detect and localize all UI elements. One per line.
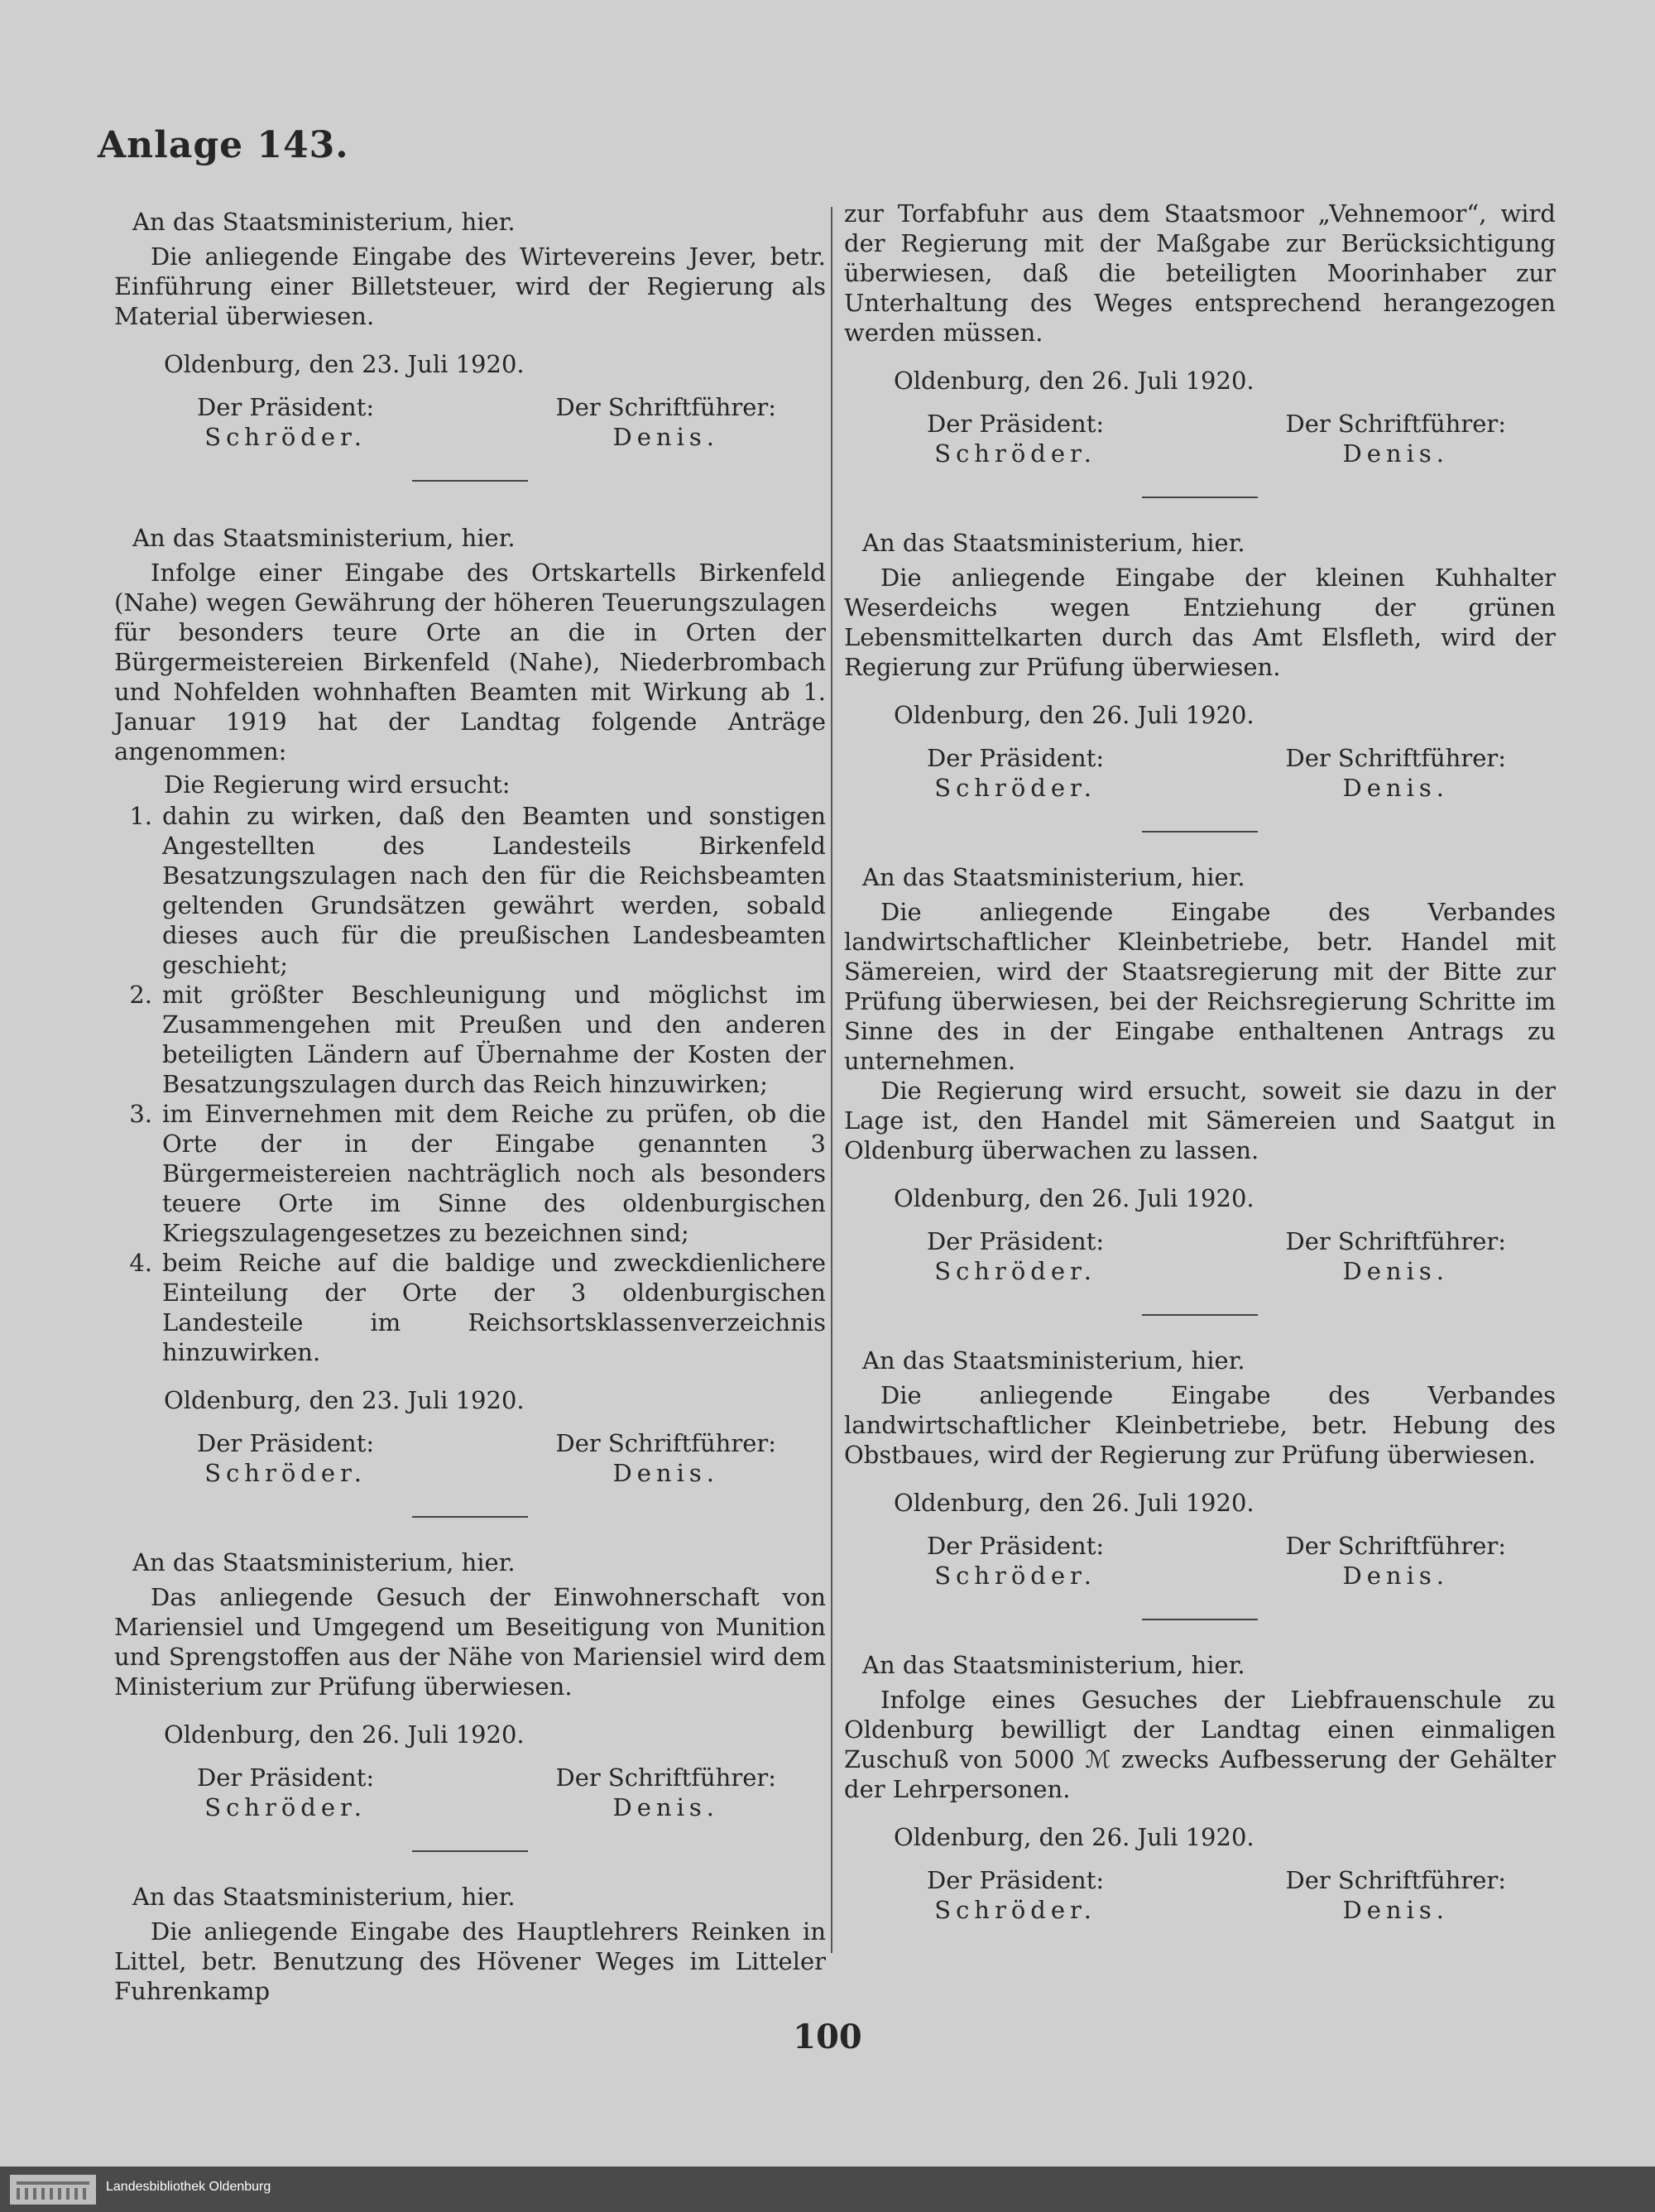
signature-row (844, 409, 1556, 468)
library-footer (0, 2166, 1655, 2212)
addressee: An das Staatsministerium, hier. (132, 524, 516, 552)
section-divider (1142, 1619, 1258, 1620)
president-label: Der Präsident: (197, 1763, 375, 1792)
request-list (114, 801, 826, 1367)
secretary-signature (1285, 409, 1506, 468)
item-text: im Einvernehmen mit dem Reiche zu prüfen, ob die Orte der in der Eingabe genannten 3 Bürgermeistereien nachträglich noch als besonders teuere Orte im Sinne des oldenburgischen Kriegszulagengesetzes zu bezeichnen sind; (162, 1100, 826, 1247)
president-name: Schröder. (934, 774, 1096, 802)
date-line: Oldenburg, den 26. Juli 1920. (894, 1489, 1254, 1517)
resolution-text: Die anliegende Eingabe des Wirtevereins Jever, betr. Einführung einer Billetsteuer, wird der Regierung als Material überwiesen. (114, 242, 826, 330)
resolution-block (844, 528, 1556, 832)
secretary-label: Der Schriftführer: (555, 1429, 776, 1457)
resolution-block (114, 523, 826, 1518)
secretary-signature (555, 392, 776, 452)
resolution-text: Infolge einer Eingabe des Ortskartells Birkenfeld (Nahe) wegen Gewährung der höheren Teuerungszulagen für besonders teure Orte an die in Orten der Bürgermeistereien Birkenfeld (Nahe), Niederbrombach und Nohfelden wohnhaften Beamten mit Wirkung ab 1. Januar 1919 hat der Landtag folgende Anträge angenommen: (114, 559, 826, 765)
item-number: 2. (129, 981, 152, 1009)
secretary-signature (555, 1763, 776, 1822)
resolution-text: Die anliegende Eingabe des Verbandes landwirtschaftlicher Kleinbetriebe, betr. Handel mit Sämereien, wird der Staatsregierung mit der Bitte zur Prüfung überwiesen, bei der Reichsregierung Schritte im Sinne des in der Eingabe enthaltenen Antrags zu unternehmen. (844, 898, 1556, 1075)
secretary-name: Denis. (1342, 774, 1449, 802)
resolution-text: Die anliegende Eingabe der kleinen Kuhhalter Weserdeichs wegen Entziehung der grünen Lebensmittelkarten durch das Amt Elsfleth, wird der Regierung zur Prüfung überwiesen. (844, 564, 1556, 681)
library-name: Landesbibliothek Oldenburg (106, 2180, 271, 2194)
resolution-block (114, 207, 826, 482)
secretary-signature (1285, 1531, 1506, 1591)
president-name: Schröder. (204, 1459, 367, 1487)
date-line: Oldenburg, den 26. Juli 1920. (894, 367, 1254, 395)
president-label: Der Präsident: (927, 1866, 1105, 1894)
section-divider (412, 1850, 528, 1852)
column-divider (831, 207, 832, 1953)
secretary-label: Der Schriftführer: (555, 393, 776, 421)
annex-heading: Anlage 143. (98, 124, 349, 166)
president-name: Schröder. (934, 1257, 1096, 1285)
president-name: Schröder. (204, 1793, 367, 1821)
secretary-name: Denis. (612, 1793, 719, 1821)
president-label: Der Präsident: (927, 410, 1105, 438)
date-line: Oldenburg, den 26. Juli 1920. (164, 1720, 525, 1749)
section-divider (412, 1516, 528, 1518)
president-signature (927, 409, 1104, 468)
secretary-name: Denis. (1342, 1896, 1449, 1924)
signature-row (844, 1865, 1556, 1925)
secretary-signature (1285, 1865, 1506, 1925)
signature-row (114, 392, 826, 452)
list-item (129, 801, 826, 980)
resolution-text: Das anliegende Gesuch der Einwohnerschaft von Mariensiel und Umgegend um Beseitigung von Munition und Sprengstoffen aus der Nähe von Mariensiel wird dem Ministerium zur Prüfung überwiesen. (114, 1583, 826, 1701)
secretary-label: Der Schriftführer: (1285, 744, 1506, 772)
left-column (114, 207, 826, 2036)
secretary-label: Der Schriftführer: (555, 1763, 776, 1792)
section-divider (412, 480, 528, 482)
date-line: Oldenburg, den 23. Juli 1920. (164, 350, 525, 378)
president-signature (197, 1428, 374, 1488)
resolution-block (844, 1650, 1556, 1925)
president-label: Der Präsident: (927, 744, 1105, 772)
resolution-text-second: Die Regierung wird ersucht, soweit sie dazu in der Lage ist, den Handel mit Sämereien und Saatgut in Oldenburg überwachen zu lassen. (844, 1077, 1556, 1164)
date-line: Oldenburg, den 26. Juli 1920. (894, 701, 1254, 729)
addressee: An das Staatsministerium, hier. (132, 1548, 516, 1576)
signature-row (844, 1531, 1556, 1591)
signature-row (844, 1226, 1556, 1286)
president-label: Der Präsident: (927, 1532, 1105, 1560)
addressee: An das Staatsministerium, hier. (132, 1883, 516, 1911)
secretary-name: Denis. (612, 423, 719, 451)
president-name: Schröder. (934, 439, 1096, 468)
president-label: Der Präsident: (197, 1429, 375, 1457)
resolution-block (844, 199, 1556, 498)
resolution-text: Infolge eines Gesuches der Liebfrauenschule zu Oldenburg bewilligt der Landtag einen einmaligen Zuschuß von 5000 ℳ zwecks Aufbesserung der Gehälter der Lehrpersonen. (844, 1686, 1556, 1803)
president-signature (927, 743, 1104, 803)
addressee: An das Staatsministerium, hier. (862, 1346, 1245, 1375)
secretary-label: Der Schriftführer: (1285, 410, 1506, 438)
date-line: Oldenburg, den 23. Juli 1920. (164, 1386, 525, 1414)
item-text: dahin zu wirken, daß den Beamten und sonstigen Angestellten des Landesteils Birkenfeld Besatzungszulagen nach den für die Reichsbeamten geltenden Grundsätzen gewährt werden, sobald dieses auch für die preußischen Landesbeamten geschieht; (162, 802, 826, 979)
page-number: 100 (793, 2018, 862, 2056)
addressee: An das Staatsministerium, hier. (132, 208, 516, 236)
addressee: An das Staatsministerium, hier. (862, 1651, 1245, 1679)
secretary-signature (555, 1428, 776, 1488)
addressee: An das Staatsministerium, hier. (862, 529, 1245, 557)
president-name: Schröder. (934, 1562, 1096, 1590)
secretary-name: Denis. (612, 1459, 719, 1487)
library-building-icon (10, 2175, 96, 2205)
president-signature (927, 1226, 1104, 1286)
secretary-signature (1285, 743, 1506, 803)
secretary-name: Denis. (1342, 1562, 1449, 1590)
item-text: beim Reiche auf die baldige und zweckdienlichere Einteilung der Orte der 3 oldenburgischen Landesteile im Reichsortsklassenverzeichnis hinzuwirken. (162, 1249, 826, 1366)
signature-row (844, 743, 1556, 803)
president-name: Schröder. (204, 423, 367, 451)
president-signature (927, 1865, 1104, 1925)
resolution-block (844, 1346, 1556, 1620)
resolution-block (114, 1882, 826, 2006)
request-intro: Die Regierung wird ersucht: (164, 770, 511, 799)
president-signature (927, 1531, 1104, 1591)
date-line: Oldenburg, den 26. Juli 1920. (894, 1823, 1254, 1851)
section-divider (1142, 497, 1258, 498)
secretary-label: Der Schriftführer: (1285, 1866, 1506, 1894)
president-signature (197, 1763, 374, 1822)
section-divider (1142, 831, 1258, 832)
resolution-text: Die anliegende Eingabe des Verbandes landwirtschaftlicher Kleinbetriebe, betr. Hebung des Obstbaues, wird der Regierung zur Prüfung überwiesen. (844, 1381, 1556, 1469)
item-number: 3. (129, 1100, 152, 1128)
resolution-block (114, 1547, 826, 1852)
president-signature (197, 392, 374, 452)
signature-row (114, 1763, 826, 1822)
resolution-text-continued: zur Torfabfuhr aus dem Staatsmoor „Vehnemoor“, wird der Regierung mit der Maßgabe zur Berücksichtigung überwiesen, daß die beteiligten Moorinhaber zur Unterhaltung des Weges entsprechend herangezogen werden müssen. (844, 199, 1556, 347)
secretary-name: Denis. (1342, 1257, 1449, 1285)
date-line: Oldenburg, den 26. Juli 1920. (894, 1184, 1254, 1212)
list-item (129, 1099, 826, 1248)
resolution-block (844, 862, 1556, 1316)
item-number: 1. (129, 802, 152, 830)
president-label: Der Präsident: (197, 393, 375, 421)
secretary-signature (1285, 1226, 1506, 1286)
president-name: Schröder. (934, 1896, 1096, 1924)
addressee: An das Staatsministerium, hier. (862, 863, 1245, 891)
item-number: 4. (129, 1249, 152, 1277)
president-label: Der Präsident: (927, 1227, 1105, 1255)
list-item (129, 980, 826, 1099)
secretary-label: Der Schriftführer: (1285, 1532, 1506, 1560)
signature-row (114, 1428, 826, 1488)
list-item (129, 1248, 826, 1367)
item-text: mit größter Beschleunigung und möglichst im Zusammengehen mit Preußen und den anderen beteiligten Ländern auf Übernahme der Kosten der Besatzungszulagen durch das Reich hinzuwirken; (162, 981, 826, 1098)
section-divider (1142, 1314, 1258, 1316)
secretary-label: Der Schriftführer: (1285, 1227, 1506, 1255)
right-column (844, 199, 1556, 1955)
secretary-name: Denis. (1342, 439, 1449, 468)
resolution-text: Die anliegende Eingabe des Hauptlehrers Reinken in Littel, betr. Benutzung des Hövener Weges im Litteler Fuhrenkamp (114, 1917, 826, 2005)
